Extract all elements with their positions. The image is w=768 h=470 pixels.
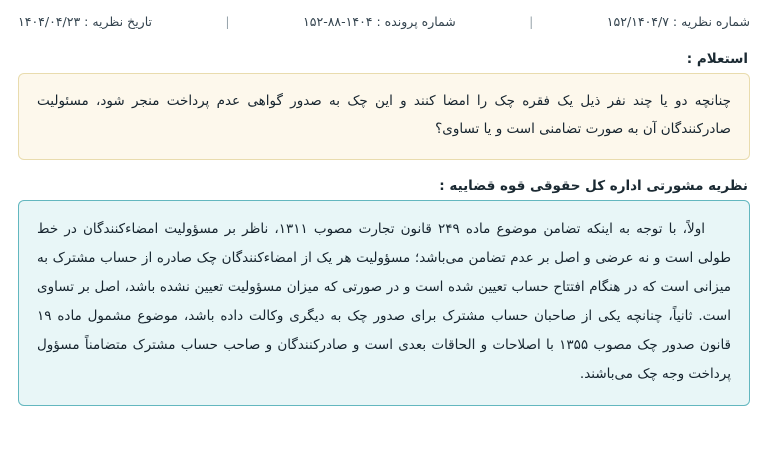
answer-box bbox=[18, 200, 750, 406]
answer-section-label: نظریه مشورتی اداره کل حقوقی قوه قضاییه : bbox=[439, 178, 748, 195]
case-number-value: ۱۴۰۴-۸۸-۱۵۲ bbox=[303, 14, 373, 29]
meta-separator-1: | bbox=[529, 14, 534, 29]
case-number-label: شماره پرونده : bbox=[376, 14, 456, 29]
meta-separator-2: | bbox=[225, 14, 230, 29]
opinion-number-value: ۱۵۲/۱۴۰۴/۷ bbox=[606, 14, 669, 29]
opinion-number bbox=[607, 14, 750, 29]
question-box bbox=[18, 73, 750, 160]
opinion-date-value: ۱۴۰۴/۰۴/۲۳ bbox=[18, 14, 81, 29]
case-number bbox=[303, 14, 456, 29]
answer-text: اولاً، با توجه به اینکه تضامن موضوع ماده ۲۴۹ قانون تجارت مصوب ۱۳۱۱، ناظر بر مسؤولیت امضاءکنندگان در خط طولی است و نه عرضی و اصل بر عدم تضامن می‌باشد؛ مسؤولیت هر یک از امضاءکنندگان چک صادره از حساب مشترک به میزانی است که در هنگام افتتاح حساب تعیین شده است و در صورتی که میزان مسؤولیت تعیین نشده باشد، اصل بر تساوی است. ثانیاً، چنانچه یکی از صاحبان حساب مشترک برای صدور چک به دیگری وکالت داده باشد، موضوع مشمول ماده ۱۹ قانون صدور چک مصوب ۱۳۵۵ با اصلاحات و الحاقات بعدی است و صادرکنندگان و صاحب حساب مشترک متضامناً مسؤول پرداخت وجه چک می‌باشند. bbox=[37, 221, 732, 383]
question-text: چنانچه دو یا چند نفر ذیل یک فقره چک را امضا کنند و این چک به صدور گواهی عدم پرداخت منجر شود، مسئولیت صادرکنندگان آن به صورت تضامنی است و یا تساوی؟ bbox=[37, 93, 731, 137]
question-section-label: استعلام : bbox=[686, 51, 748, 67]
opinion-date-label: تاریخ نظریه : bbox=[84, 14, 152, 29]
opinion-date bbox=[18, 14, 152, 29]
opinion-number-label: شماره نظریه : bbox=[672, 14, 750, 29]
document-meta-row bbox=[16, 10, 752, 31]
